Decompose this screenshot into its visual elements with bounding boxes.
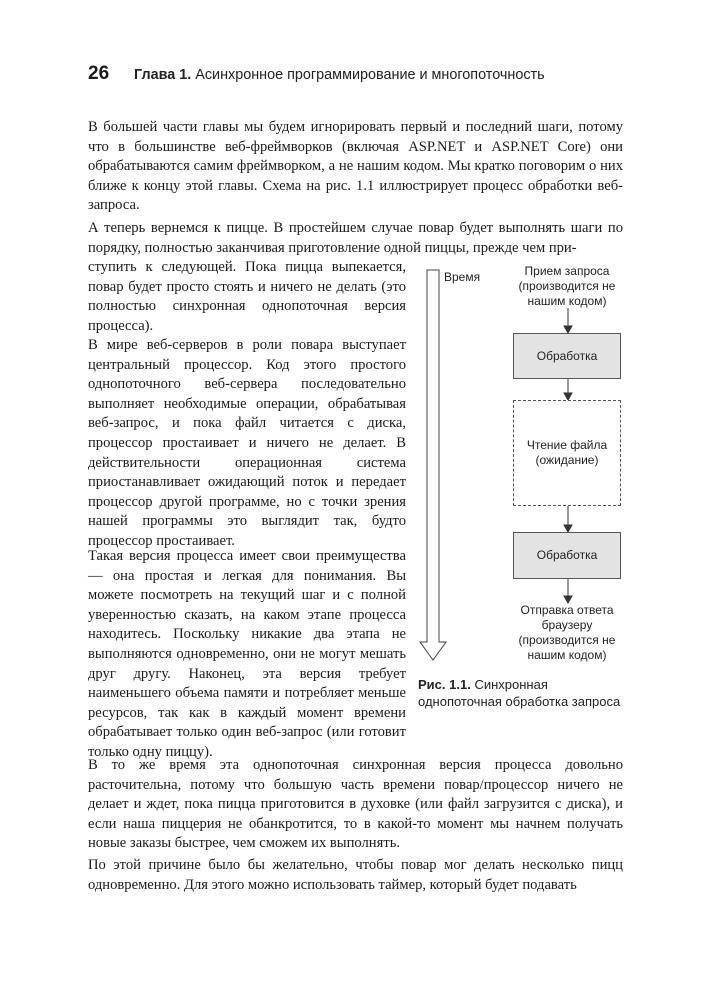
processing-box-2: Обработка xyxy=(513,532,621,579)
paragraph-6: По этой причине было бы желательно, чтобы повар мог делать несколько пицц одновременно. Для этого можно использовать таймер, который будет подавать xyxy=(88,857,623,893)
request-received-label: Прием запроса (производится не нашим кодом) xyxy=(518,264,616,308)
paragraph-4: Такая версия процесса имеет свои преимущества — она простая и легкая для понимания. Вы можете посмотреть на текущий шаг и с полной уверенностью сказать, на каком этапе процесса находитесь. Поскольку никакие два этапа не выполняются одновременно, они не могут мешать друг другу. Наконец, эта версия требует наименьшего объема памяти и потребляет меньше ресурсов, так как в каждый момент времени обрабатывает только один веб-запрос (или готовит только одну пиццу). xyxy=(88,548,406,760)
processing-box-1: Обработка xyxy=(513,333,621,379)
chapter-title-text: Асинхронное программирование и многопоточность xyxy=(195,67,545,83)
response-sent-label: Отправка ответа браузеру (производится не нашим кодом) xyxy=(518,603,616,662)
paragraph-2-lead: А теперь вернемся к пицце. В простейшем случае повар будет выполнять шаги по порядку, полностью заканчивая приготовление одной пиццы, прежде чем при- xyxy=(88,220,623,256)
file-read-box: Чтение файла (ожидание) xyxy=(513,400,621,506)
page-header xyxy=(88,62,628,86)
paragraph-5: В то же время эта однопоточная синхронная версия процесса довольно расточительна, потому что большую часть времени повар/процессор ничего не делает и ждет, пока пицца приготовится в духовке (или файл загрузится с диска), и если наша пиццерия не обанкротится, то в какой-то момент мы начнем получать новые заказы быстрее, чем сможем их выполнять. xyxy=(88,757,623,852)
figure-caption-text: Синхронная однопоточная обработка запроса xyxy=(418,677,621,709)
chapter-label: Глава 1. xyxy=(134,67,192,83)
figure-caption-label: Рис. 1.1. xyxy=(418,677,471,692)
paragraph-1: В большей части главы мы будем игнорировать первый и последний шаги, потому что в большинстве веб-фреймворков (включая ASP.NET и ASP.NET Core) они обрабатываются самим фреймворком, а не нашим кодом. Мы кратко поговорим о них ближе к концу этой главы. Схема на рис. 1.1 иллюстрирует процесс обработки веб-запроса. xyxy=(88,119,623,214)
paragraph-3: В мире веб-серверов в роли повара выступает центральный процессор. Код этого простого однопоточного веб-сервера последовательно выполняет необходимые операции, обрабатывая веб-запрос, и пока файл читается с диска, процессор простаивает и ничего не делает. В действительности операционная система приостанавливает ожидающий поток и передает процессор другой программе, но с точки зрения нашей программы это выглядит так, будто процессор простаивает. xyxy=(88,337,406,549)
paragraph-2-wrap: ступить к следующей. Пока пицца выпекается, повар будет просто стоять и ничего не делать (это полностью синхронная однопоточная версия процесса). xyxy=(88,259,406,334)
figure-caption xyxy=(418,677,633,710)
chapter-title xyxy=(134,65,545,85)
page-number: 26 xyxy=(88,63,110,84)
sync-flow-diagram xyxy=(418,262,628,662)
time-axis-label: Время xyxy=(444,270,481,284)
time-arrow xyxy=(420,270,446,660)
